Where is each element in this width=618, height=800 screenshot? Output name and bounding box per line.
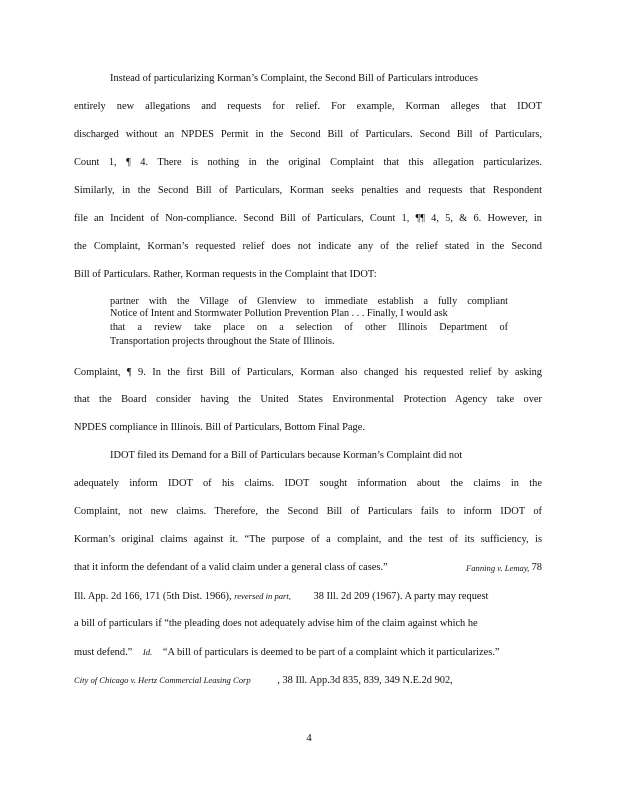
text-line-7: the Complaint, Korman’s requested relief does not indicate any of the relief stated in the Second: [74, 241, 542, 252]
hertz-reporter: , 38 Ill. App.3d 835, 839, 349 N.E.2d 902,: [277, 675, 453, 686]
text-line-6: file an Incident of Non-compliance. Second Bill of Particulars, Count 1, ¶¶ 4, 5, & 6. However, in: [74, 213, 542, 224]
must-defend-text: must defend.”: [74, 647, 133, 658]
para2-line-1: IDOT filed its Demand for a Bill of Particulars because Korman’s Complaint did not: [110, 450, 463, 461]
block-quote-line-2: Notice of Intent and Stormwater Pollution Prevention Plan . . . Finally, I would ask: [110, 308, 448, 319]
page-number: 4: [306, 732, 312, 744]
text-line-2: entirely new allegations and requests for relief. For example, Korman alleges that IDOT: [74, 101, 542, 112]
para2-line-4: Korman’s original claims against it. “The purpose of a complaint, and the test of its sufficiency, is: [74, 534, 542, 545]
hertz-citation-line: [74, 673, 542, 688]
case-citation-fanning: Fanning v. Lemay,: [466, 563, 530, 573]
text-line-8: Bill of Particulars. Rather, Korman requests in the Complaint that IDOT:: [74, 269, 377, 280]
after-quote-line-2: that the Board consider having the United States Environmental Protection Agency take over: [74, 394, 542, 405]
bill-line: a bill of particulars if “the pleading does not adequately advise him of the claim against which he: [74, 618, 478, 629]
para2-line-3: Complaint, not new claims. Therefore, the Second Bill of Particulars fails to inform IDOT of: [74, 506, 542, 517]
must-defend-line: [74, 645, 542, 660]
text-line-1: Instead of particularizing Korman’s Complaint, the Second Bill of Particulars introduces: [110, 73, 478, 84]
para2-line-5: [74, 561, 542, 575]
reversed-in-part: reversed in part,: [234, 591, 291, 601]
block-quote-line-4: Transportation projects throughout the State of Illinois.: [110, 336, 335, 347]
id-citation: Id.: [142, 647, 153, 657]
block-quote-line-1: partner with the Village of Glenview to immediate establish a fully compliant: [110, 296, 508, 307]
case-citation-hertz: City of Chicago v. Hertz Commercial Leasing Corp: [74, 675, 251, 685]
para2-line-5-text: that it inform the defendant of a valid claim under a general class of cases.”: [74, 562, 388, 573]
block-quote-line-3: that a review take place on a selection of other Illinois Department of: [110, 322, 508, 333]
citation-end: 38 Ill. 2d 209 (1967). A party may request: [313, 591, 489, 602]
text-line-5: Similarly, in the Second Bill of Particulars, Korman seeks penalties and requests that Respondent: [74, 185, 542, 196]
citation-volume: 78: [531, 562, 542, 573]
citation-reporter: Ill. App. 2d 166, 171 (5th Dist. 1966),: [74, 591, 232, 602]
text-line-3: discharged without an NPDES Permit in the Second Bill of Particulars. Second Bill of Particulars,: [74, 129, 542, 140]
after-quote-line-3: NPDES compliance in Illinois. Bill of Particulars, Bottom Final Page.: [74, 422, 365, 433]
citation-line: [74, 589, 542, 604]
para2-line-2: adequately inform IDOT of his claims. IDOT sought information about the claims in the: [74, 478, 542, 489]
text-line-4: Count 1, ¶ 4. There is nothing in the original Complaint that this allegation particularizes.: [74, 157, 542, 168]
must-defend-quote: “A bill of particulars is deemed to be part of a complaint which it particularizes.”: [162, 647, 500, 658]
after-quote-line-1: Complaint, ¶ 9. In the first Bill of Particulars, Korman also changed his requested relief by asking: [74, 367, 542, 378]
